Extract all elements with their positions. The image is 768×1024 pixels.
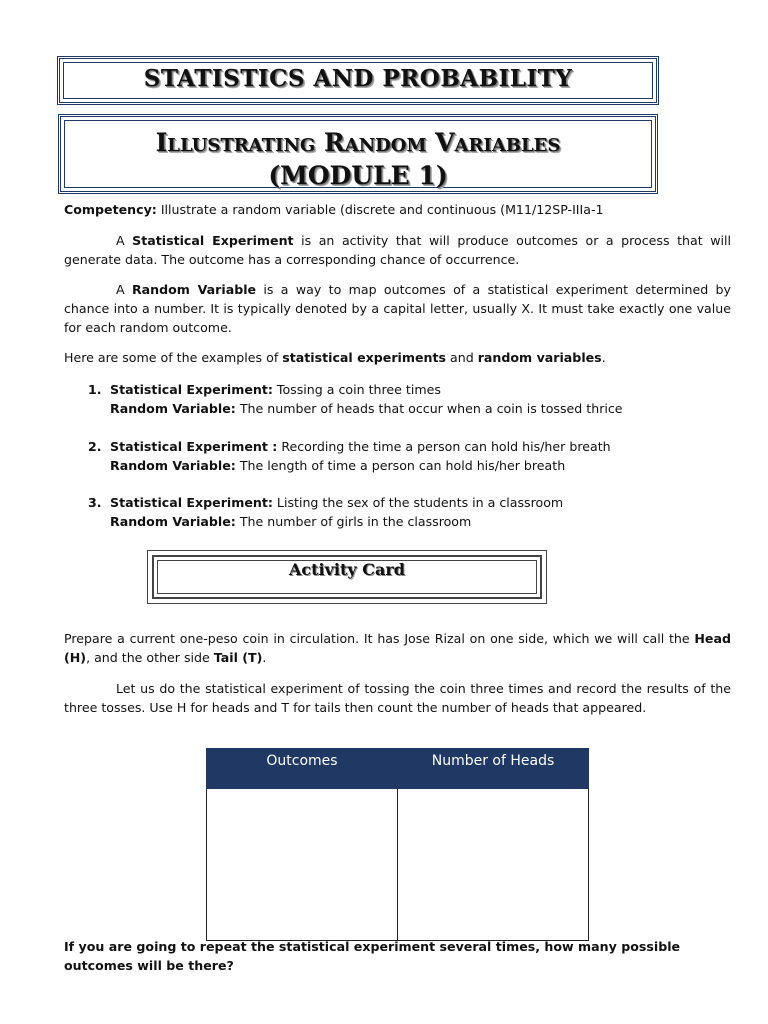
random-variable-label: Random Variable:	[110, 514, 236, 529]
page-title: STATISTICS AND PROBABILITY	[143, 65, 573, 92]
table-header-number-of-heads: Number of Heads	[398, 749, 589, 789]
subtitle-box	[58, 114, 658, 194]
p2-post: is a way to map outcomes of a statistical experiment determined by chance into a number. It is typically denoted by a capital letter, usually X. It must take exactly one value for each random outcome.	[64, 282, 732, 335]
table-header-outcomes: Outcomes	[207, 749, 398, 789]
example-experiment	[110, 437, 611, 456]
example-number: 1.	[88, 382, 102, 397]
question-text: If you are going to repeat the statistical experiment several times, how many possible outcomes will be there?	[64, 939, 681, 973]
p4-post: .	[262, 650, 267, 665]
p3-mid: and	[446, 350, 478, 365]
p1-term: Statistical Experiment	[132, 233, 294, 248]
random-variable-label: Random Variable:	[110, 401, 236, 416]
example-experiment	[110, 380, 441, 399]
outcomes-table	[206, 748, 589, 941]
paragraph-coin-prep	[64, 629, 731, 667]
experiment-text: Tossing a coin three times	[272, 382, 441, 397]
p4-head: Head (H)	[64, 631, 731, 665]
example-number: 2.	[88, 439, 102, 454]
competency-line	[64, 200, 744, 219]
experiment-label: Statistical Experiment:	[110, 382, 273, 397]
activity-card-banner	[147, 550, 547, 604]
p4-pre: Prepare a current one-peso coin in circulation. It has Jose Rizal on one side, which we will call the	[64, 631, 695, 646]
p4-tail: Tail (T)	[213, 650, 263, 665]
example-random-variable	[110, 456, 565, 475]
activity-card-title: Activity Card	[289, 560, 405, 579]
outcomes-answer-cell[interactable]	[207, 789, 398, 941]
example-experiment	[110, 493, 563, 512]
random-variable-label: Random Variable:	[110, 458, 236, 473]
p3-term2: random variables	[477, 350, 602, 365]
experiment-label: Statistical Experiment:	[110, 495, 273, 510]
example-random-variable	[110, 512, 471, 531]
p2-term: Random Variable	[131, 282, 257, 297]
competency-text: Illustrate a random variable (discrete and continuous (M11/12SP-IIIa-1	[156, 202, 604, 217]
table-header-row	[207, 749, 589, 789]
example-random-variable	[110, 399, 623, 418]
random-variable-text: The number of girls in the classroom	[235, 514, 472, 529]
paragraph-toss-instructions: Let us do the statistical experiment of tossing the coin three times and record the results of the three tosses. Use H for heads and T for tails then count the number of heads that appeared.	[64, 681, 731, 715]
paragraph-statistical-experiment	[64, 231, 731, 269]
competency-label: Competency:	[64, 202, 157, 217]
p3-term1: statistical experiments	[282, 350, 447, 365]
experiment-label: Statistical Experiment :	[110, 439, 278, 454]
table-row	[207, 789, 589, 941]
random-variable-text: The length of time a person can hold his/her breath	[235, 458, 566, 473]
module-title-line1: Illustrating Random Variables	[155, 128, 561, 157]
experiment-text: Recording the time a person can hold his/her breath	[277, 439, 611, 454]
random-variable-text: The number of heads that occur when a coin is tossed thrice	[235, 401, 623, 416]
p3-pre: Here are some of the examples of	[64, 350, 283, 365]
p4-mid: , and the other side	[86, 650, 214, 665]
module-title	[61, 126, 655, 192]
experiment-text: Listing the sex of the students in a classroom	[272, 495, 564, 510]
title-box	[57, 56, 659, 105]
paragraph-examples-intro	[64, 348, 731, 367]
example-number: 3.	[88, 495, 102, 510]
p1-pre: A	[116, 233, 133, 248]
p3-post: .	[601, 350, 606, 365]
p2-pre: A	[116, 282, 132, 297]
module-title-line2: (MODULE 1)	[268, 161, 448, 190]
paragraph-random-variable	[64, 280, 731, 337]
heads-answer-cell[interactable]	[398, 789, 589, 941]
p1-post: is an activity that will produce outcomes or a process that will generate data. The outcome has a corresponding chance of occurrence.	[64, 233, 731, 267]
